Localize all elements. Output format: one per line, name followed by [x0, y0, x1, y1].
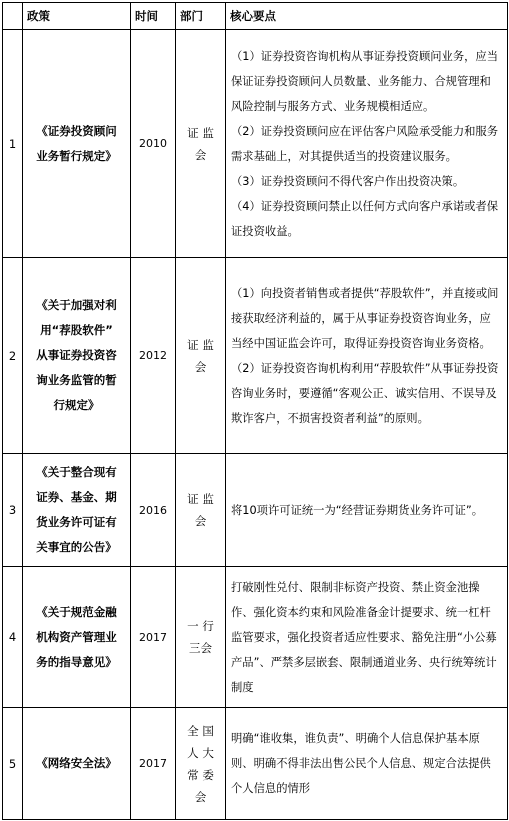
policy-year: 2010 [131, 30, 176, 258]
policy-dept [176, 258, 226, 454]
row-number: 1 [3, 30, 23, 258]
point-item: （1）向投资者销售或者提供“荐股软件”，并直接或间接获取经济利益的，属于从事证券投资咨询业务，应当经中国证监会许可，取得证券投资咨询业务资格。 [231, 286, 499, 350]
policy-line: 关事宜的公告》 [36, 540, 117, 554]
dept-line: 会 [194, 147, 207, 162]
table-row [3, 567, 508, 708]
dept-line: 证 监 [187, 337, 214, 352]
dept-line: 全 国 [187, 723, 214, 738]
dept-line: 一 行 [187, 619, 214, 633]
header-dept: 部门 [176, 3, 226, 30]
policy-table [2, 2, 508, 820]
policy-line: 《关于规范金融 [36, 604, 117, 619]
policy-name [23, 258, 131, 454]
core-points [226, 30, 508, 258]
point-item: 将10项许可证统一为“经营证券期货业务许可证”。 [231, 503, 484, 517]
policy-line: 业务暂行规定》 [36, 148, 117, 163]
policy-line: 货业务许可证有 [36, 515, 117, 529]
row-number: 2 [3, 258, 23, 454]
policy-dept [176, 708, 226, 820]
dept-line: 人 大 [187, 745, 214, 760]
table-row [3, 708, 508, 820]
point-item: （1）证券投资咨询机构从事证券投资顾问业务，应当保证证券投资顾问人员数量、业务能力、合规管理和风险控制与服务方式、业务规模相适应。 [231, 49, 499, 113]
core-points [226, 567, 508, 708]
table-row [3, 454, 508, 567]
dept-line: 证 监 [187, 492, 214, 506]
policy-name [23, 30, 131, 258]
core-points [226, 454, 508, 567]
point-item: （4）证券投资顾问禁止以任何方式向客户承诺或者保证投资收益。 [231, 199, 499, 238]
policy-name [23, 708, 131, 820]
dept-line: 会 [194, 514, 207, 528]
policy-dept [176, 567, 226, 708]
dept-line: 三会 [189, 641, 212, 655]
row-number: 3 [3, 454, 23, 567]
table-row [3, 30, 508, 258]
policy-line: 机构资产管理业 [36, 629, 117, 644]
dept-line: 证 监 [187, 125, 214, 140]
policy-line: 用“荐股软件” [40, 323, 113, 337]
policy-year: 2017 [131, 708, 176, 820]
core-points [226, 258, 508, 454]
header-row [3, 3, 508, 30]
policy-line: 务的指导意见》 [36, 654, 117, 669]
header-points: 核心要点 [226, 3, 508, 30]
point-item: （3）证券投资顾问不得代客户作出投资决策。 [231, 174, 465, 188]
policy-line: 《关于整合现有 [36, 465, 117, 479]
policy-year: 2017 [131, 567, 176, 708]
row-number: 4 [3, 567, 23, 708]
policy-name [23, 454, 131, 567]
policy-dept [176, 30, 226, 258]
policy-line: 行规定》 [53, 398, 100, 412]
policy-line: 证券、基金、期 [36, 490, 117, 504]
dept-line: 会 [194, 789, 207, 804]
policy-line: 《证券投资顾问 [36, 123, 117, 138]
point-item: （2）证券投资顾问应在评估客户风险承受能力和服务需求基础上，对其提供适当的投资建议服务。 [231, 124, 499, 163]
header-index [3, 3, 23, 30]
policy-line: 《网络安全法》 [36, 756, 117, 770]
policy-line: 《关于加强对利 [36, 298, 117, 312]
row-number: 5 [3, 708, 23, 820]
dept-line: 常 委 [187, 767, 214, 782]
point-item: 明确“谁收集，谁负责”、明确个人信息保护基本原则、明确不得非法出售公民个人信息、规定合法提供个人信息的情形 [231, 732, 491, 795]
policy-dept [176, 454, 226, 567]
policy-line: 从事证券投资咨 [36, 348, 117, 362]
point-item: 打破刚性兑付、限制非标资产投资、禁止资金池操作、强化资本约束和风险准备金计提要求、统一杠杆监管要求，强化投资者适应性要求、豁免注册“小公募产品”、严禁多层嵌套、限制通道业务、央行统筹统计制度 [231, 580, 497, 694]
table-row [3, 258, 508, 454]
header-policy: 政策 [23, 3, 131, 30]
policy-year: 2012 [131, 258, 176, 454]
policy-line: 询业务监管的暂 [36, 373, 117, 387]
dept-line: 会 [194, 359, 207, 374]
policy-year: 2016 [131, 454, 176, 567]
policy-name [23, 567, 131, 708]
header-year: 时间 [131, 3, 176, 30]
core-points [226, 708, 508, 820]
point-item: （2）证券投资咨询机构利用“荐股软件”从事证券投资咨询业务时，要遵循“客观公正、诚实信用、不误导及欺诈客户，不损害投资者利益”的原则。 [231, 361, 499, 425]
